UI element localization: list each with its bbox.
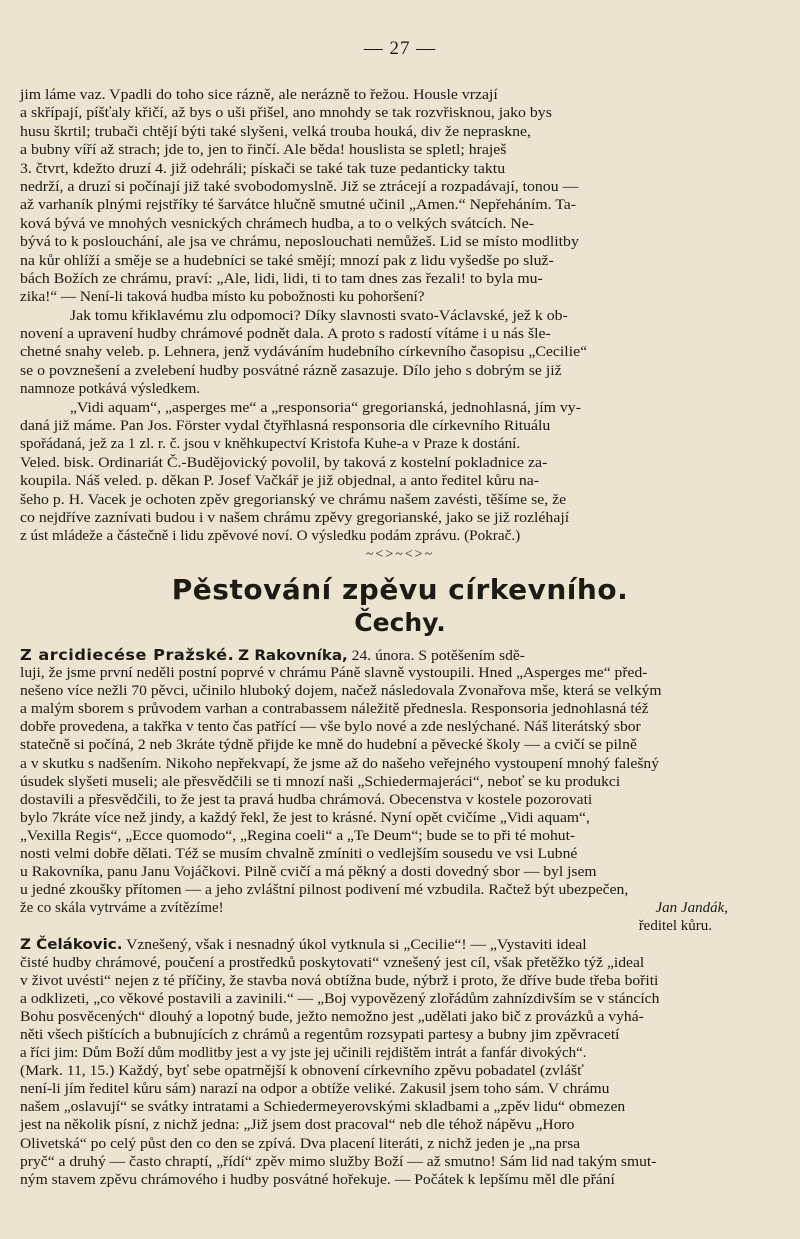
text-line: novení a upravení hudby chrámové podnět dala. A proto s radostí vítáme i u nás šle- xyxy=(20,325,551,343)
text-line: nedrží, a druzí si počínají již také svobodomyslně. Již se ztrácejí a rozpadávají, tonou — xyxy=(20,177,579,195)
text-line: jest na několik písní, z nichž jedna: „Již jsem dost pracoval“ neb dle téhož nápěvu „Horo xyxy=(20,1117,575,1134)
text-line: něti všech pištících a bubnujících z chrámů a regentům rozsypati partesy a bubny jim zpěvracetí xyxy=(20,1026,620,1043)
text-line: bách Božích ze chrámu, praví: „Ale, lidi, lidi, ti to tam dnes zas řezali! to byla mu- xyxy=(20,269,543,287)
text-line: u jedné zkoušky přítomen — a jeho zvláštní pilnost podivení mé vzbudila. Račtež být ubezpečen, xyxy=(20,882,629,899)
text-line: 3. čtvrt, kdežto druzí 4. již odehráli; pískači se také tak tuze pedanticky taktu xyxy=(20,159,506,177)
text-line: dobře provedena, a takřka v tento čas patřící — vše bylo nové a zde neslýchané. Náš literátský sbor xyxy=(20,719,641,736)
text-line: a říci jim: Dům Boží dům modlitby jest a vy jste jej učinili rejdištěm intrát a fanfár divokých“. xyxy=(20,1045,587,1062)
text-line: Bohu posvěcených“ dlouhý a lopotný bude, ježto nemožno jest „udělati jako bič z provázků a vyhá- xyxy=(20,1008,644,1025)
text-line: husu škrtil; trubači chtějí býti také slyšeni, velká trouba houká, div že nepraskne, xyxy=(20,122,532,140)
text-line: spořádaná, jež za 1 zl. r. č. jsou v kněhkupectví Kristofa Kuhe-a v Praze k dostání. xyxy=(20,435,521,453)
text-line: u Rakovníka, panu Janu Vojáčkovi. Pilně cvičí a má pěkný a dosti dovedný sbor — byl jsem xyxy=(20,864,597,881)
text-line: ková bývá ve mnohých vesnických chrámech hudba, a to o velkých svátcích. Ne- xyxy=(20,214,535,232)
text-line: na kůr ohlíží a směje se a hudebníci se také smějí; mnozí pak z lidu vyšedše po služ- xyxy=(20,251,554,269)
text-line: statečně si počíná, 2 neb 3kráte týdně přijde ke mně do hudební a pěvecké školy — a cvičí se pilně xyxy=(20,737,637,754)
signature-role: ředitel kůru. xyxy=(638,918,712,935)
text-line: ným stavem zpěvu chrámového i hudby posvátné hořekuje. — Počátek k lepšímu měl dle přání xyxy=(20,1171,615,1188)
text-line: luji, že jsme první neděli postní poprvé v chrámu Páně slavně vystoupili. Hned „Asperges me“ před- xyxy=(20,665,648,682)
text-line: co nejdříve zaznívati budou i v našem chrámu zpěvy gregorianské, jako se již rozléhají xyxy=(20,508,570,526)
text-fragment: 24. února. S potěšením sdě- xyxy=(351,648,525,664)
text-fragment: Vznešený, však i nesnadný úkol vytknula si „Cecilie“! — „Vystaviti ideal xyxy=(126,936,587,953)
text-line: z úst mládeže a částečně i lidu zpěvové noví. O výsledku podám zprávu. (Pokrač.) xyxy=(20,527,521,545)
text-line: Veled. bisk. Ordinariát Č.-Budějovický povolil, by taková z kostelní pokladnice za- xyxy=(20,453,548,471)
text-line: daná již máme. Pan Jos. Förster vydal čtyřhlasná responsoria dle církevního Rituálu xyxy=(20,417,551,435)
text-line: chetné snahy veleb. p. Lehnera, jenž vydáváním hudebního církevního časopisu „Cecilie“ xyxy=(20,343,588,361)
article-title: Pěstování zpěvu církevního. xyxy=(171,573,629,606)
closing-line xyxy=(20,899,728,917)
text-line: (Mark. 11, 15.) Každý, byť sebe opatrnější k obnovení církevního zpěvu pobadatel (zvlášť xyxy=(20,1063,584,1080)
text-line: a odklizeti, „co věkové postavili a zavinili.“ — „Boj vypovězený zlořádům zahnízdivším se v stáncích xyxy=(20,990,660,1007)
section-subtitle: Čechy. xyxy=(354,608,446,637)
text-line: pryč“ a druhý — často chraptí, „řídí“ zpěv mimo služby Boží — až smutno! Sám lid nad takým smut- xyxy=(20,1153,657,1170)
text-line: dostavili a přesvědčili, to že jest ta pravá hudba chrámová. Obecenstva v kostele pozorovati xyxy=(20,791,593,808)
text-line: a v skutku s nadšením. Nikoho nepřekvapí, že jsme až do našeho veřejného vystoupení mnohý falešný xyxy=(20,755,660,772)
text-line: zika!“ — Není-li taková hudba místo ku pobožnosti ku pohoršení? xyxy=(20,288,425,306)
place-name: Z Rakovníka, xyxy=(238,648,348,664)
text-line: a malým sborem s průvodem varhan a contrabassem náležitě přednesla. Responsoria jednohlasná též xyxy=(20,701,649,718)
text-line: bývá to k poslouchání, ale jsa ve chrámu, neposlouchati nemůžeš. Lid se místo modlitby xyxy=(20,233,579,251)
signature-name: Jan Jandák, xyxy=(655,900,728,917)
text-line: až varhaník plnými rejstříky té šarvátce hlučně smutné učinil „Amen.“ Nepřeháním. Ta- xyxy=(20,196,577,214)
text-line: úsudek slyšeti museli; ale přesvědčili se ti mnozí naši „Schiedermajeráci“, neboť se ku produkci xyxy=(20,773,621,790)
text-line: „Vexilla Regis“, „Ecce quomodo“, „Regina coeli“ a „Te Deum“; bude se to při té mohut- xyxy=(20,827,576,844)
diocese-heading: Z arcidiecése Pražské. xyxy=(20,646,235,664)
text-line: a skřípají, píšťaly křičí, až bys o uši přišel, ano mnohdy se tak rozvřisknou, jako bys xyxy=(20,104,552,122)
text-line: Olivetská“ po celý půst den co den se zpívá. Dva placení literáti, z nichž jeden je „na prsa xyxy=(20,1135,581,1152)
text-line: bylo 7kráte více než jindy, a každý řekl, že jest to krásné. Nyní opět cvičíme „Vidi aquam“, xyxy=(20,809,590,826)
text-line: našem „oslavují“ se svátky intratami a Schiedermeyerovskými skladbami a „zpěv lidu“ obmezen xyxy=(20,1099,626,1116)
place-name: Z Čelákovic. xyxy=(20,936,123,953)
text-line: šeho p. H. Vacek je ochoten zpěv gregorianský ve chrámu našem zavésti, těšíme se, že xyxy=(20,490,567,508)
text-line: jim láme vaz. Vpadli do toho sice rázně, ale nerázně to řežou. Housle vrzají xyxy=(20,86,498,103)
page-number: — 27 — xyxy=(363,38,437,59)
text-line: namnoze potkává výsledkem. xyxy=(20,380,201,398)
article-continuation xyxy=(20,86,728,546)
text-line: Jak tomu křiklavému zlu odpomoci? Díky slavnosti svato-Václavské, jež k ob- xyxy=(69,306,568,324)
article-body xyxy=(20,646,728,1189)
text-line: nešeno více nežli 70 pěvci, učinilo hluboký dojem, načež následovala Zvonařova mše, která se velkým xyxy=(20,683,662,700)
text-line: a bubny víří až strach; jde to, jen to řinčí. Ale běda! houslista se spletl; hraješ xyxy=(20,141,507,159)
text-line: se o povznešení a zvelebení hudby posvátné rázně zasazuje. Dílo jeho s dobrým se již xyxy=(20,361,562,379)
report-heading-line xyxy=(20,936,756,954)
text-fragment: že co skála vytrváme a zvítězíme! xyxy=(20,900,224,917)
text-line: koupila. Náš veled. p. děkan P. Josef Vačkář je již objednal, a anto ředitel kůru na- xyxy=(20,472,540,490)
text-line: nosti velmi dobře dělati. Též se musím chvalně zmíniti o vedlejším sousedu ve vsi Lubné xyxy=(20,846,578,863)
ornament-divider: ~<>~<>~ xyxy=(365,547,435,562)
text-line: čisté hudby chrámové, poučení a prostředků poskytovati“ vznešený jest cíl, však přetěžko týž „ideal xyxy=(20,954,645,971)
text-line: „Vidi aquam“, „asperges me“ a „responsoria“ gregorianská, jednohlasná, jím vy- xyxy=(69,398,581,416)
report-heading-line xyxy=(20,646,756,664)
text-line: v život uvésti“ nejen z té příčiny, že stavba nová obtížna bude, nýbrž i proto, že dříve bude třeba bořiti xyxy=(20,972,659,989)
text-line: není-li jím ředitel kůru sám) narazí na odpor a obtíže veliké. Zakusil jsem toho sám. V chrámu xyxy=(20,1081,610,1098)
